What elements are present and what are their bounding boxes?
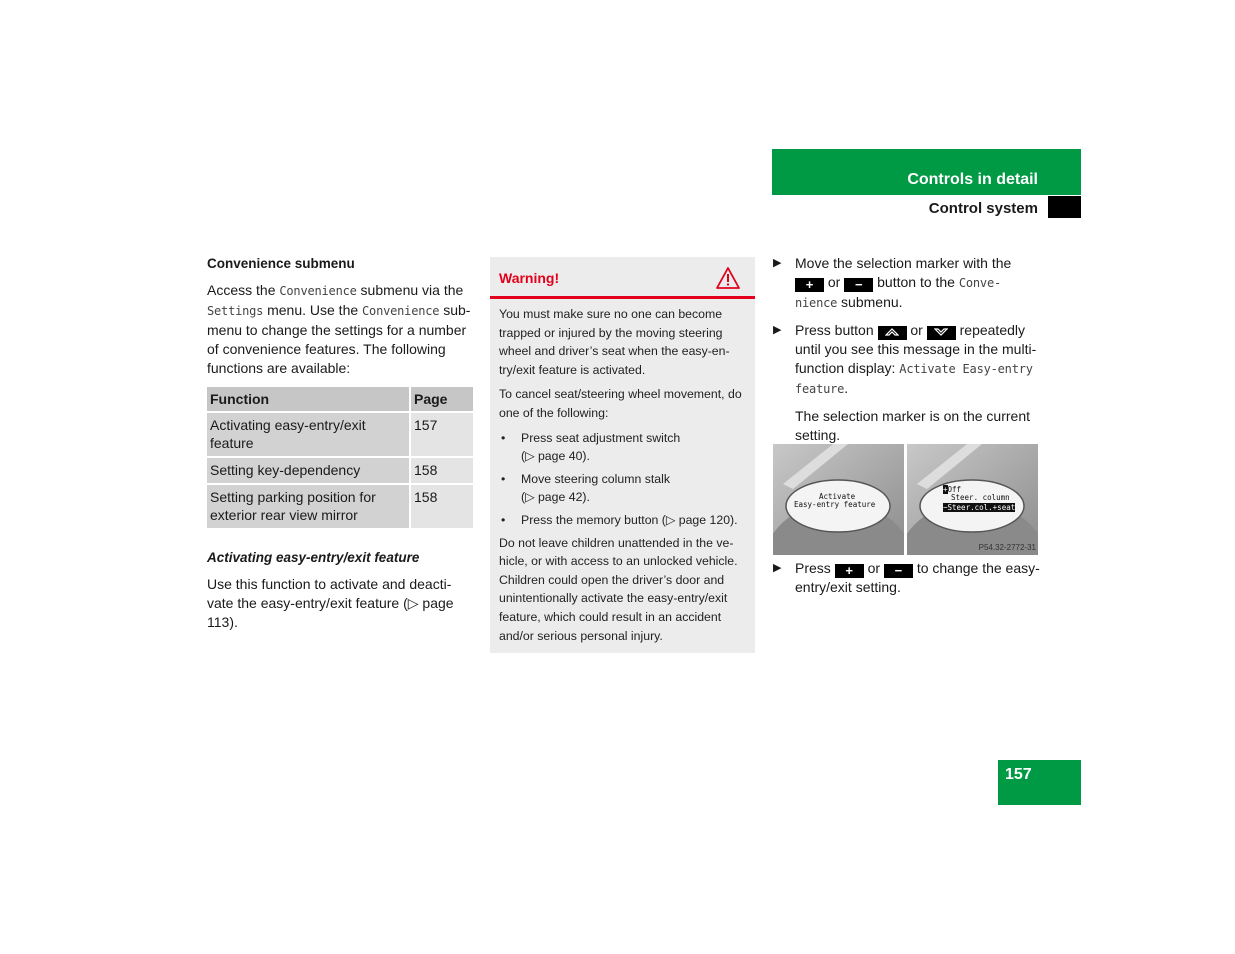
function-cell: Setting parking position for exterior rear view mirror	[207, 484, 410, 529]
warning-header	[490, 257, 755, 299]
instruction-step: ▶ Move the selection marker with the + or − button to the Conve- nience submenu.	[773, 255, 1012, 310]
minus-button-icon: −	[844, 278, 873, 292]
table-row	[207, 457, 473, 484]
intro-paragraph: Access the Convenience submenu via the Settings menu. Use the Convenience sub-menu to change the settings for a number of convenience features. The following functions are available:	[207, 282, 471, 376]
instruction-step: ▶ Press + or − to change the easy-entry/exit setting.	[773, 560, 1040, 595]
figure-code: P54.32-2772-31	[978, 543, 1036, 552]
table-row	[207, 484, 473, 529]
page-cell: 158	[410, 484, 473, 529]
page-cell: 157	[410, 412, 473, 457]
display-option-steer-column: Steer. column	[951, 493, 1010, 502]
column-header-page: Page	[410, 387, 473, 412]
display-panel-settings	[907, 444, 1038, 555]
warning-body	[490, 299, 755, 645]
right-column-lower	[773, 559, 1043, 605]
list-item: • Move steering column stalk (▷ page 42).	[499, 470, 746, 507]
selection-note: The selection marker is on the current setting.	[795, 408, 1030, 443]
function-cell: Setting key-dependency	[207, 457, 410, 484]
right-column	[773, 254, 1043, 453]
function-cell: Activating easy-entry/exit feature	[207, 412, 410, 457]
page-number: 157	[998, 760, 1081, 805]
table-row	[207, 412, 473, 457]
table-header-row	[207, 387, 473, 412]
warning-list	[499, 429, 746, 530]
left-column	[207, 254, 473, 640]
display-option-off: +Off	[943, 485, 962, 494]
header-tab-marker	[1048, 196, 1081, 218]
warning-paragraph: To cancel seat/steering wheel movement, do one of the following:	[499, 387, 742, 420]
minus-button-icon: −	[884, 564, 913, 578]
section-header-bar	[772, 149, 1081, 195]
list-item: • Press the memory button (▷ page 120).	[499, 511, 746, 530]
step-arrow-icon: ▶	[773, 324, 782, 336]
step-arrow-icon: ▶	[773, 257, 782, 269]
functions-table	[207, 387, 473, 530]
warning-box	[490, 257, 755, 653]
convenience-heading: Convenience submenu	[207, 256, 355, 271]
warning-paragraph: Do not leave children unattended in the ve-hicle, or with access to an unlocked vehicle. Children could open the driver’s door and unintentionally activate the easy-entry/exit feature, which could result in an accident and/or serious personal injury.	[499, 535, 738, 643]
menu-term: Convenience	[279, 284, 357, 298]
easy-entry-paragraph: Use this function to activate and deacti-vate the easy-entry/exit feature (▷ page 113).	[207, 576, 454, 630]
display-text-easy-entry: Easy-entry feature	[794, 500, 876, 509]
plus-button-icon: +	[795, 278, 824, 292]
up-button-icon	[878, 326, 907, 340]
list-item: • Press seat adjustment switch (▷ page 40).	[499, 429, 746, 466]
page-cell: 158	[410, 457, 473, 484]
column-header-function: Function	[207, 387, 410, 412]
display-illustration	[773, 444, 1038, 555]
down-button-icon	[927, 326, 956, 340]
warning-title: Warning!	[499, 270, 560, 286]
minus-marker-icon: −	[943, 503, 948, 512]
display-option-steer-seat: −Steer.col.+seat	[943, 503, 1016, 512]
display-text-activate: Activate	[819, 492, 856, 501]
menu-term: Convenience	[362, 304, 440, 318]
warning-triangle-icon	[715, 266, 741, 290]
subsection-title: Control system	[928, 200, 1038, 217]
plus-marker-icon: +	[943, 485, 948, 494]
section-title: Controls in detail	[907, 171, 1038, 188]
menu-term: Settings	[207, 304, 264, 318]
plus-button-icon: +	[835, 564, 864, 578]
easy-entry-heading: Activating easy-entry/exit feature	[207, 550, 420, 565]
instruction-step: ▶ Press button or repeatedly until you see this message in the multi-function display: Activate Easy-entry feature.	[773, 322, 1037, 396]
step-arrow-icon: ▶	[773, 562, 782, 574]
display-panel-activate	[773, 444, 904, 555]
warning-paragraph: You must make sure no one can become trapped or injured by the moving steering wheel and driver’s seat when the easy-en-try/exit feature is activated.	[499, 307, 730, 377]
